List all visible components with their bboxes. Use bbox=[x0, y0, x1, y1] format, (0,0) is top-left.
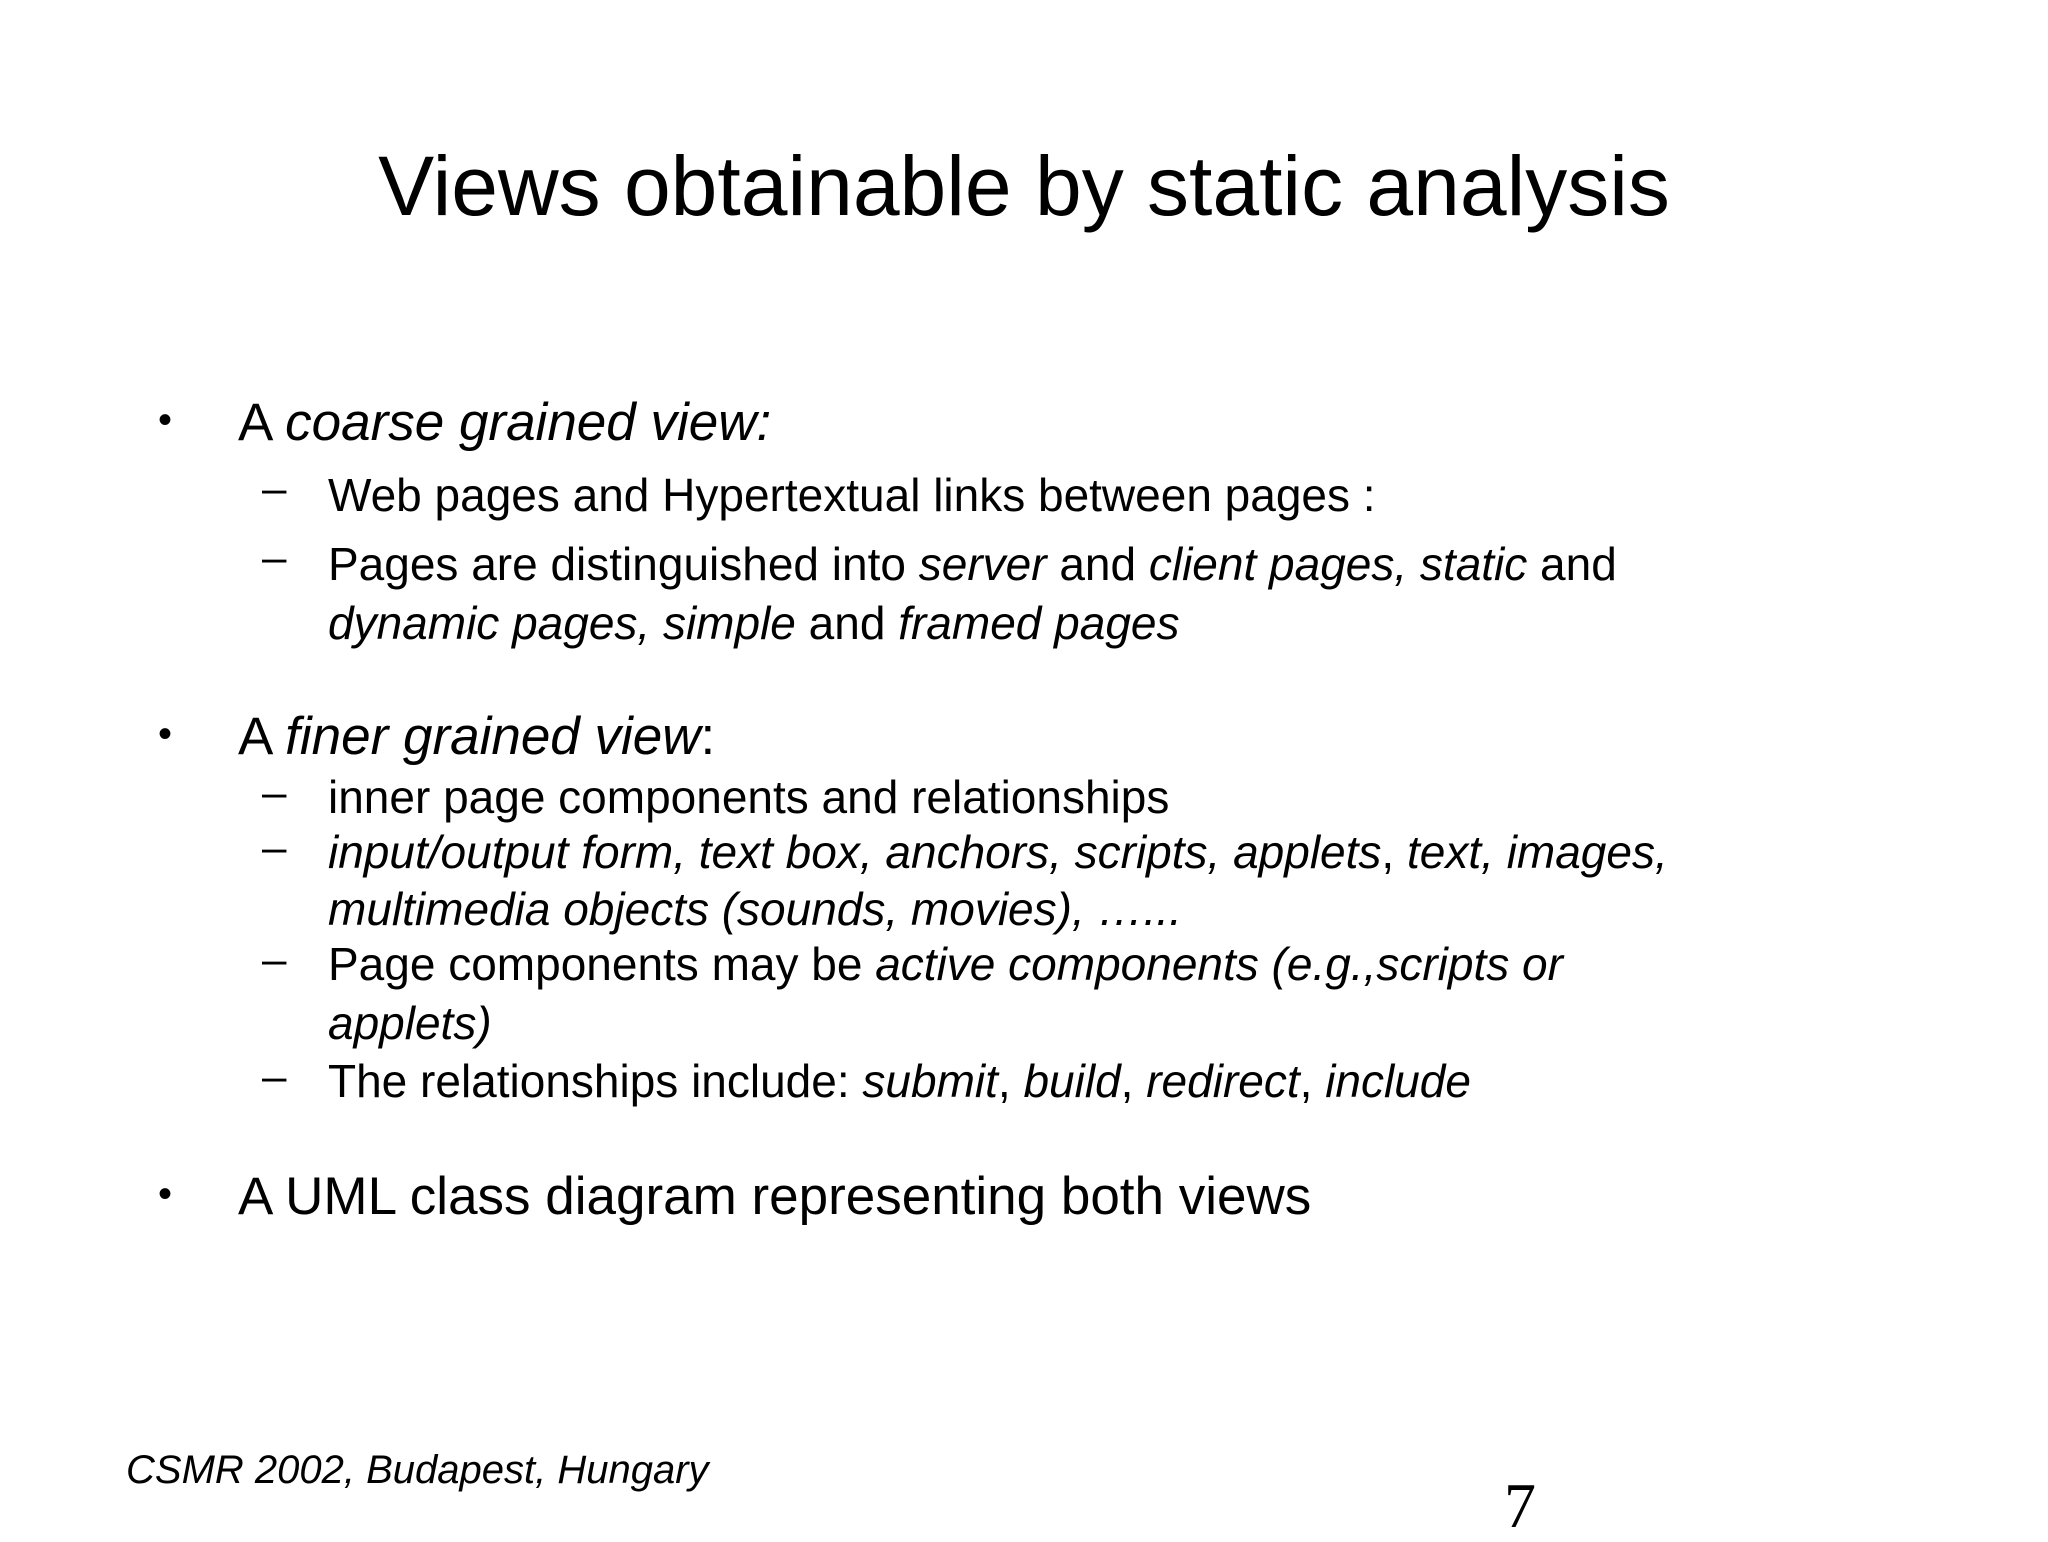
text-segment: , bbox=[1299, 1055, 1326, 1107]
text-segment: , bbox=[1381, 826, 1407, 878]
finer-view-heading bbox=[238, 706, 715, 768]
coarse-view-heading bbox=[238, 392, 771, 454]
dash-marker: – bbox=[262, 768, 287, 817]
page-number: 7 bbox=[1504, 1470, 1536, 1541]
coarse-sub-page-types-line2 bbox=[328, 594, 1179, 652]
dash-marker: – bbox=[262, 823, 287, 872]
coarse-sub-page-types-line1 bbox=[328, 535, 1617, 593]
bullet-dot: • bbox=[158, 398, 173, 442]
footer-venue: CSMR 2002, Budapest, Hungary bbox=[126, 1448, 709, 1492]
text-segment: Pages are distinguished into bbox=[328, 538, 919, 590]
text-segment: dynamic pages, simple bbox=[328, 597, 796, 649]
finer-sub-component-types-line2: multimedia objects (sounds, movies), …... bbox=[328, 883, 1182, 935]
text-segment: include bbox=[1325, 1055, 1471, 1107]
coarse-view-term: coarse grained view: bbox=[285, 393, 772, 452]
text-segment: , bbox=[1120, 1055, 1147, 1107]
text-segment: framed pages bbox=[898, 597, 1180, 649]
uml-text: A UML class diagram representing both views bbox=[238, 1167, 1312, 1226]
dash-marker: – bbox=[262, 1052, 287, 1101]
text-segment: server bbox=[918, 538, 1047, 590]
text-segment: redirect bbox=[1146, 1055, 1300, 1107]
text-segment: , bbox=[997, 1055, 1024, 1107]
finer-view-term: finer grained view bbox=[285, 707, 701, 766]
text-segment: build bbox=[1023, 1055, 1121, 1107]
text-segment: client pages, static bbox=[1148, 538, 1528, 590]
bullet-dot: • bbox=[158, 712, 173, 756]
text-segment: input/output form, text box, anchors, scripts, applets bbox=[328, 826, 1382, 878]
text-segment: The relationships include: bbox=[328, 1055, 863, 1107]
dash-marker: – bbox=[262, 464, 287, 513]
coarse-view-article: A bbox=[238, 393, 286, 452]
finer-sub-active-components-line2: applets) bbox=[328, 997, 492, 1049]
text-segment: and bbox=[1527, 538, 1617, 590]
finer-sub-inner-components: inner page components and relationships bbox=[328, 771, 1170, 823]
finer-view-article: A bbox=[238, 707, 286, 766]
finer-sub-active-components-line1 bbox=[328, 935, 1563, 993]
coarse-sub-web-pages: Web pages and Hypertextual links between pages : bbox=[328, 469, 1376, 521]
finer-sub-component-types-line1 bbox=[328, 823, 1668, 881]
text-segment: and bbox=[1046, 538, 1149, 590]
finer-view-colon: : bbox=[700, 707, 716, 766]
dash-marker: – bbox=[262, 533, 287, 582]
slide-title: Views obtainable by static analysis bbox=[378, 139, 1670, 233]
text-segment: and bbox=[795, 597, 899, 649]
bullet-dot: • bbox=[158, 1172, 173, 1216]
text-segment: submit bbox=[862, 1055, 998, 1107]
text-segment: Page components may be bbox=[328, 938, 876, 990]
dash-marker: – bbox=[262, 935, 287, 984]
text-segment: active components (e.g.,scripts or bbox=[875, 938, 1563, 990]
finer-sub-relationships bbox=[328, 1052, 1471, 1110]
text-segment: text, images, bbox=[1406, 826, 1668, 878]
